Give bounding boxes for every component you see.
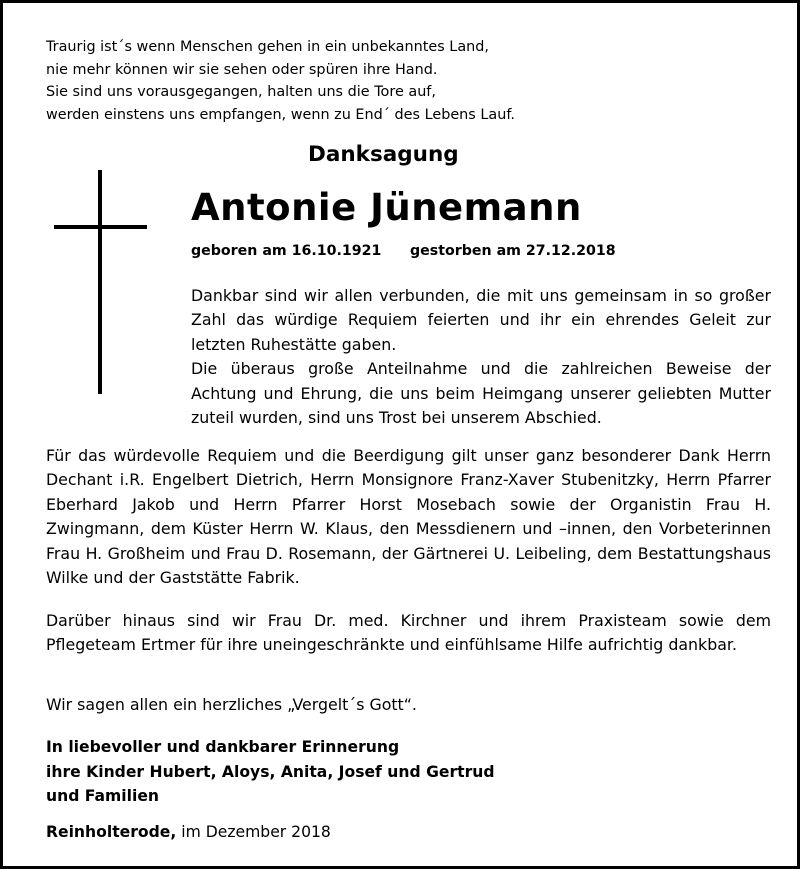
poem-line: nie mehr können wir sie sehen oder spüren ihre Hand. [46, 61, 438, 78]
notice-heading: Danksagung [308, 142, 459, 167]
thanks-text: Die überaus große Anteilnahme und die zahlreichen Beweise der Achtung und Ehrung, die uns beim Heimgang unserer geliebten Mutter zuteil wurden, sind uns Trost bei unserem Abschied. [191, 359, 771, 428]
place-name: Reinholterode, [46, 823, 177, 841]
thanks-text: Dankbar sind wir allen verbunden, die mit uns gemeinsam in so großer Zahl das würdige Requiem feierten und ihr ein ehrendes Geleit zur letzten Ruhestätte gaben. [191, 286, 771, 354]
birth-date: geboren am 16.10.1921 [191, 243, 382, 259]
poem-line: Sie sind uns vorausgegangen, halten uns die Tore auf, [46, 84, 436, 100]
thanks-closing: Wir sagen allen ein herzliches „Vergelt´s Gott“. [46, 695, 417, 714]
memorial-poem [46, 36, 515, 126]
cross-icon [98, 170, 102, 394]
signature-line: In liebevoller und dankbarer Erinnerung [46, 738, 400, 756]
death-date: gestorben am 27.12.2018 [410, 243, 616, 259]
life-dates [191, 241, 616, 261]
signature-line: ihre Kinder Hubert, Aloys, Anita, Josef und Gertrud [46, 762, 495, 781]
deceased-name: Antonie Jünemann [191, 186, 582, 229]
signature-block [46, 735, 495, 809]
notice-date: im Dezember 2018 [176, 823, 331, 841]
thanks-paragraph-care: Darüber hinaus sind wir Frau Dr. med. Kirchner und ihrem Praxisteam sowie dem Pflegeteam Ertmer für ihre uneingeschränkte und einfühlsame Hilfe aufrichtig dankbar. [46, 611, 771, 655]
thanks-paragraph-intro [191, 284, 771, 430]
signature-line: und Familien [46, 787, 160, 805]
poem-line: werden einstens uns empfangen, wenn zu End´ des Lebens Lauf. [46, 106, 515, 123]
cross-icon-bar [54, 225, 147, 229]
thanks-paragraph-clergy: Für das würdevolle Requiem und die Beerdigung gilt unser ganz besonderer Dank Herrn Dechant i.R. Engelbert Dietrich, Herrn Monsignore Franz-Xaver Stubenitzky, Herrn Pfarrer Eberhard Jakob und Herrn Pfarrer Horst Mosebach sowie der Organistin Frau H. Zwingmann, dem Küster Herrn W. Klaus, den Messdienern und –innen, den Vorbeterinnen Frau H. Großheim und Frau D. Rosemann, der Gärtnerei U. Leibeling, dem Bestattungshaus Wilke und der Gaststätte Fabrik. [46, 446, 771, 588]
poem-line: Traurig ist´s wenn Menschen gehen in ein unbekanntes Land, [46, 39, 489, 55]
place-and-date [46, 820, 331, 844]
